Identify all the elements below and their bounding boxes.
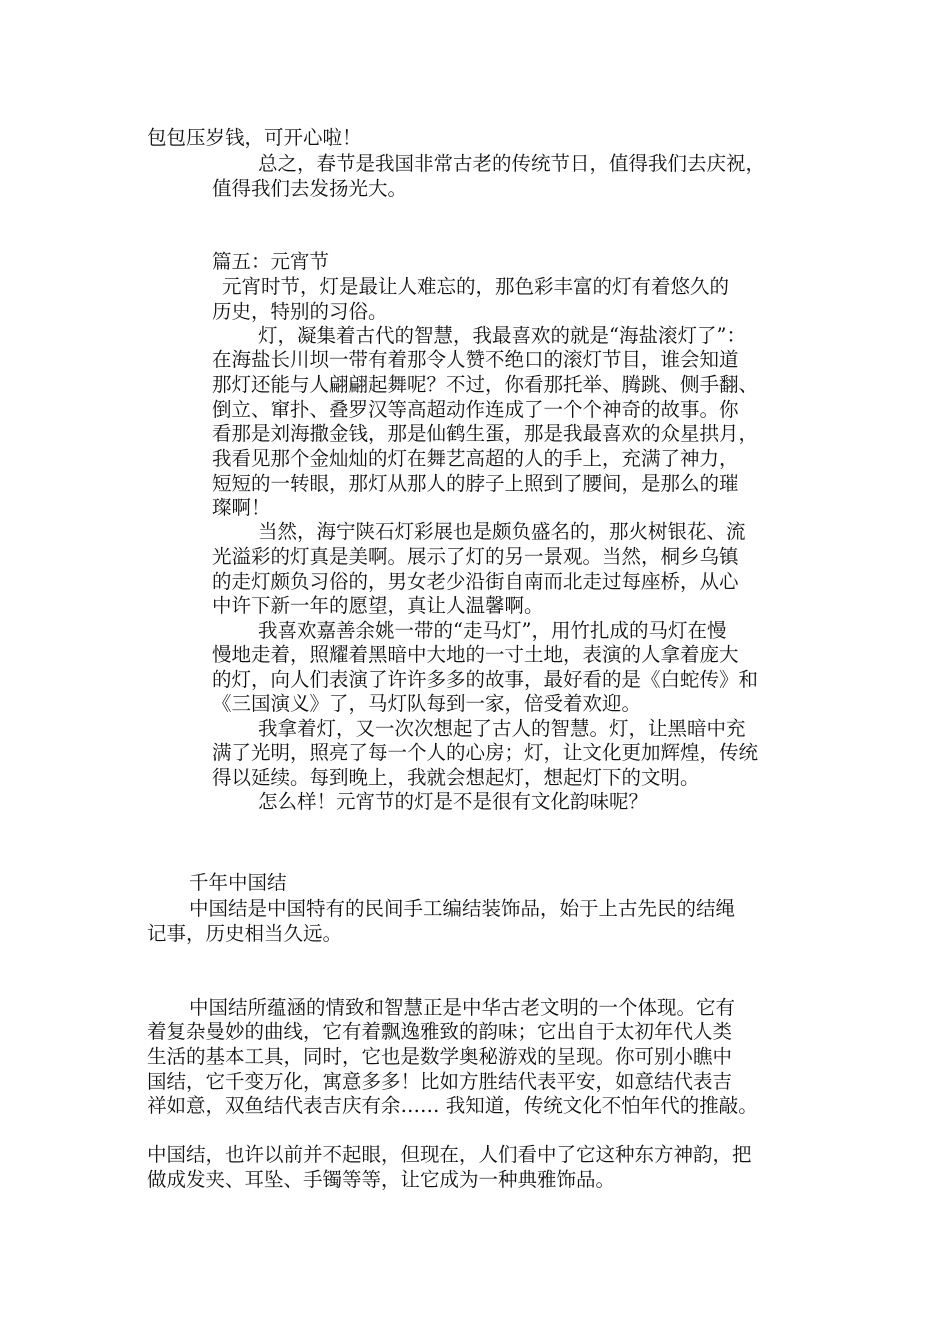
text-line: 得以延续。每到晚上，我就会想起灯，想起灯下的文明。 <box>212 766 700 789</box>
text-line: 在海盐长川坝一带有着那令人赞不绝口的滚灯节目，谁会知道 <box>212 348 739 371</box>
section-heading: 千年中国结 <box>189 871 287 894</box>
text-line: 我拿着灯，又一次次想起了古人的智慧。灯，让黑暗中充 <box>258 717 746 740</box>
text-line: 值得我们去发扬光大。 <box>212 177 408 200</box>
text-line: 看那是刘海撒金钱，那是仙鹤生蛋，那是我最喜欢的众星拱月， <box>212 422 759 445</box>
text-line: 我看见那个金灿灿的灯在舞艺高超的人的手上，充满了神力， <box>212 447 739 470</box>
text-line: 祥如意，双鱼结代表吉庆有余…… 我知道，传统文化不怕年代的推敲。 <box>147 1094 758 1117</box>
text-line: 灯，凝集着古代的智慧，我最喜欢的就是“海盐滚灯了”： <box>258 324 746 347</box>
text-line: 的灯，向人们表演了许许多多的故事，最好看的是《白蛇传》和 <box>212 668 759 691</box>
text-line: 中国结所蕴涵的情致和智慧正是中华古老文明的一个体现。它有 <box>189 996 736 1019</box>
text-line: 慢地走着，照耀着黑暗中大地的一寸土地，表演的人拿着庞大 <box>212 643 739 666</box>
text-line: 的走灯颇负习俗的，男女老少沿街自南而北走过每座桥，从心 <box>212 570 739 593</box>
text-line: 中许下新一年的愿望，真让人温馨啊。 <box>212 594 544 617</box>
text-line: 着复杂曼妙的曲线，它有着飘逸雅致的韵味；它出自于太初年代人类 <box>147 1020 733 1043</box>
text-line: 满了光明，照亮了每一个人的心房；灯，让文化更加辉煌，传统 <box>212 741 759 764</box>
text-line: 怎么样！元宵节的灯是不是很有文化韵味呢？ <box>258 790 649 813</box>
text-line: 包包压岁钱，可开心啦！ <box>147 126 362 149</box>
text-line: 倒立、窜扑、叠罗汉等高超动作连成了一个个神奇的故事。你 <box>212 398 739 421</box>
text-line: 生活的基本工具，同时，它也是数学奥秘游戏的呈现。你可别小瞧中 <box>147 1045 733 1068</box>
text-line: 那灯还能与人翩翩起舞呢？不过，你看那托举、腾跳、侧手翻、 <box>212 373 759 396</box>
text-line: 元宵时节，灯是最让人难忘的，那色彩丰富的灯有着悠久的 <box>222 275 730 298</box>
text-line: 当然，海宁陕石灯彩展也是颇负盛名的，那火树银花、流 <box>258 520 746 543</box>
text-line: 中国结是中国特有的民间手工编结装饰品，始于上古先民的结绳 <box>189 897 736 920</box>
text-line: 《三国演义》了，马灯队每到一家，倍受着欢迎。 <box>212 692 642 715</box>
text-line: 短短的一转眼，那灯从那人的脖子上照到了腰间，是那么的璀 <box>212 472 739 495</box>
text-line: 做成发夹、耳坠、手镯等等，让它成为一种典雅饰品。 <box>147 1168 616 1191</box>
text-line: 总之，春节是我国非常古老的传统节日，值得我们去庆祝， <box>258 152 766 175</box>
text-line: 记事，历史相当久远。 <box>147 922 343 945</box>
text-line: 中国结，也许以前并不起眼，但现在，人们看中了它这种东方神韵，把 <box>147 1143 752 1166</box>
text-line: 璨啊！ <box>212 496 271 519</box>
section-heading: 篇五：元宵节 <box>212 250 330 273</box>
text-line: 国结，它千变万化，寓意多多！比如方胜结代表平安，如意结代表吉 <box>147 1070 733 1093</box>
text-line: 历史，特别的习俗。 <box>212 300 388 323</box>
text-line: 光溢彩的灯真是美啊。展示了灯的另一景观。当然，桐乡乌镇 <box>212 545 739 568</box>
text-line: 我喜欢嘉善余姚一带的“走马灯”，用竹扎成的马灯在慢 <box>258 619 727 642</box>
